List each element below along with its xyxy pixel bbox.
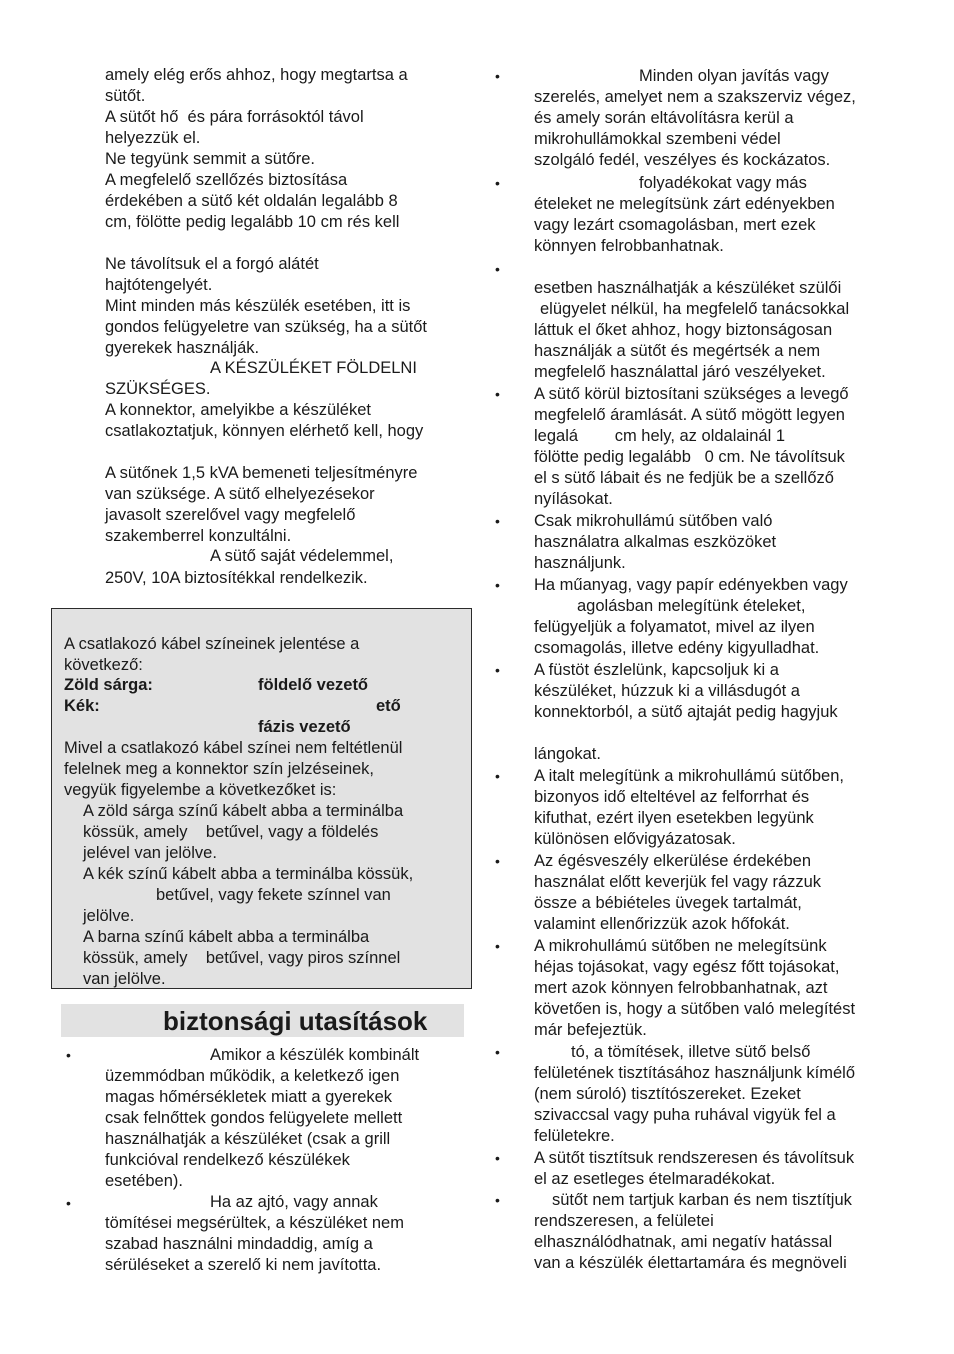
bullet-icon: • xyxy=(66,1195,71,1211)
text-line: amely elég erős ahhoz, hogy megtartsa a xyxy=(105,66,408,84)
text-line: A sütőt hő és pára forrásoktól távol xyxy=(105,108,364,126)
text-line: van jelölve. xyxy=(83,970,166,988)
text-line: vegyük figyelembe a következőket is: xyxy=(64,781,337,799)
text-line: fölötte pedig legalább 0 cm. Ne távolítsuk xyxy=(534,448,845,466)
text-line: nyílásokat. xyxy=(534,490,613,508)
text-line: használják a sütőt és megértsék a nem xyxy=(534,342,821,360)
text-line: szabad használni mindaddig, amíg a xyxy=(105,1235,373,1253)
text-line: A sütő saját védelemmel, xyxy=(210,547,394,565)
green-wire-value: földelő vezető xyxy=(258,676,369,694)
text-line: A KÉSZÜLÉKET FÖLDELNI xyxy=(210,359,417,377)
bullet-icon: • xyxy=(495,1044,500,1060)
text-line: funkcióval rendelkező készülékek xyxy=(105,1151,350,1169)
text-line: már befejeztük. xyxy=(534,1021,647,1039)
text-line: A megfelelő szellőzés biztosítása xyxy=(105,171,348,189)
text-line: könnyen felrobbanhatnak. xyxy=(534,237,724,255)
text-line: Minden olyan javítás vagy xyxy=(639,67,829,85)
text-line: Ha az ajtó, vagy annak xyxy=(210,1193,378,1211)
text-line: héjas tojásokat, vagy egész főtt tojásokat, xyxy=(534,958,840,976)
text-line: A csatlakozó kábel színeinek jelentése a xyxy=(64,635,360,653)
bullet-icon: • xyxy=(495,662,500,678)
text-line: van a készülék élettartamára és megnöveli xyxy=(534,1254,847,1272)
text-line: tömítései megsérültek, a készüléket nem xyxy=(105,1214,404,1232)
text-line: Mivel a csatlakozó kábel színei nem feltétlenül xyxy=(64,739,403,757)
text-line: agolásban melegítünk ételeket, xyxy=(577,597,806,615)
text-line: A barna színű kábelt abba a terminálba xyxy=(83,928,370,946)
text-line: gondos felügyeletre van szükség, ha a sütőt xyxy=(105,318,427,336)
text-line: helyezzük el. xyxy=(105,129,201,147)
text-line: kössük, amely betűvel, vagy piros színnel xyxy=(83,949,401,967)
text-line: készüléket, húzzuk ki a villásdugót a xyxy=(534,682,800,700)
text-line: követően is, hogy a sütőben való melegítést xyxy=(534,1000,856,1018)
text-line: Ne tegyünk semmit a sütőre. xyxy=(105,150,316,168)
text-line: gyerekek használják. xyxy=(105,339,260,357)
text-line: felületének tisztításához használjunk kímélő xyxy=(534,1064,856,1082)
text-line: megfelelő áramlását. A sütő mögött legyen xyxy=(534,406,845,424)
text-line: felügyeljük a folyamatot, mivel az ilyen xyxy=(534,618,815,636)
bullet-icon: • xyxy=(495,1192,500,1208)
bullet-icon: • xyxy=(495,853,500,869)
text-line: használhatják a készüléket (csak a grill xyxy=(105,1130,391,1148)
text-line: használatra alkalmas eszközöket xyxy=(534,533,777,551)
text-line: sütőt nem tartjuk karban és nem tisztítjuk xyxy=(552,1191,852,1209)
text-line: betűvel, vagy fekete színnel van xyxy=(156,886,391,904)
text-line: hajtótengelyét. xyxy=(105,276,213,294)
text-line: Az égésveszély elkerülése érdekében xyxy=(534,852,811,870)
text-line: esetben használhatják a készüléket szülői xyxy=(534,279,842,297)
bullet-icon: • xyxy=(495,577,500,593)
text-line: elügyelet nélkül, ha megfelelő tanácsokkal xyxy=(540,300,850,318)
bullet-icon: • xyxy=(495,938,500,954)
text-line: A kék színű kábelt abba a terminálba kössük, xyxy=(83,865,414,883)
text-line: használjunk. xyxy=(534,554,626,572)
text-line: jelével van jelölve. xyxy=(83,844,217,862)
bullet-icon: • xyxy=(495,513,500,529)
text-line: csak felnőttek gondos felügyelete mellett xyxy=(105,1109,403,1127)
text-line: lángokat. xyxy=(534,745,601,763)
text-line: szivaccsal vagy puha ruhával vigyük fel a xyxy=(534,1106,836,1124)
text-line: el s sütő lábait és ne fedjük be a szellőző xyxy=(534,469,834,487)
text-line: kifuthat, ezért ilyen esetekben legyünk xyxy=(534,809,814,827)
text-line: szerelés, amelyet nem a szakszerviz végez, xyxy=(534,88,856,106)
text-line: megfelelő használattal járó veszélyeket. xyxy=(534,363,826,381)
text-line: csomagolás, illetve edény kigyulladhat. xyxy=(534,639,820,657)
text-line: jelölve. xyxy=(83,907,135,925)
text-line: magas hőmérsékletek miatt a gyerekek xyxy=(105,1088,393,1106)
text-line: össze a bébiételes üvegek tartalmát, xyxy=(534,894,802,912)
text-line: A mikrohullámú sütőben ne melegítsünk xyxy=(534,937,827,955)
text-line: sérüléseket a szerelő ki nem javította. xyxy=(105,1256,382,1274)
text-line: szolgáló fedél, veszélyes és kockázatos. xyxy=(534,151,831,169)
text-line: szakemberrel konzultálni. xyxy=(105,527,292,545)
blue-wire-value: ető xyxy=(376,697,401,715)
text-line: Amikor a készülék kombinált xyxy=(210,1046,420,1064)
phase-wire-value: fázis vezető xyxy=(258,718,351,736)
text-line: vagy lezárt csomagolásban, mert ezek xyxy=(534,216,816,234)
text-line: csatlakoztatjuk, könnyen elérhető kell, hogy xyxy=(105,422,424,440)
text-line: és amely során eltávolításra kerül a xyxy=(534,109,794,127)
text-line: láttuk el őket ahhoz, hogy biztonságosan xyxy=(534,321,833,339)
text-line: A zöld sárga színű kábelt abba a terminálba xyxy=(83,802,404,820)
text-line: bizonyos idő elteltével az felforrhat és xyxy=(534,788,810,806)
text-line: különösen elővigyázatosak. xyxy=(534,830,736,848)
bullet-icon: • xyxy=(495,68,500,84)
text-line: javasolt szerelővel vagy megfelelő xyxy=(105,506,356,524)
text-line: sütőt. xyxy=(105,87,146,105)
text-line: A konnektor, amelyikbe a készüléket xyxy=(105,401,371,419)
text-line: konnektorból, a sütő ajtaját pedig hagyjuk xyxy=(534,703,838,721)
bullet-icon: • xyxy=(495,768,500,784)
bullet-icon: • xyxy=(495,1150,500,1166)
text-line: Mint minden más készülék esetében, itt is xyxy=(105,297,411,315)
text-line: A füstöt észlelünk, kapcsoljuk ki a xyxy=(534,661,779,679)
text-line: tó, a tömítések, illetve sütő belső xyxy=(571,1043,811,1061)
text-line: használat előtt keverjük fel vagy rázzuk xyxy=(534,873,822,891)
blue-wire-label: Kék: xyxy=(64,697,100,715)
bullet-icon: • xyxy=(495,175,500,191)
text-line: kössük, amely betűvel, vagy a földelés xyxy=(83,823,379,841)
text-line: felelnek meg a konnektor szín jelzéseinek, xyxy=(64,760,375,778)
text-line: (nem súroló) tisztítószereket. Ezeket xyxy=(534,1085,801,1103)
bullet-icon: • xyxy=(66,1047,71,1063)
bullet-icon: • xyxy=(495,261,500,277)
text-line: A italt melegítünk a mikrohullámú sütőben, xyxy=(534,767,844,785)
section-heading: biztonsági utasítások xyxy=(163,1006,428,1036)
text-line: ételeket ne melegítsünk zárt edényekben xyxy=(534,195,835,213)
text-line: Csak mikrohullámú sütőben való xyxy=(534,512,773,530)
text-line: felületekre. xyxy=(534,1127,615,1145)
text-line: rendszeresen, a felületei xyxy=(534,1212,714,1230)
text-line: elhasználódhatnak, ami negatív hatással xyxy=(534,1233,833,1251)
text-line: következő: xyxy=(64,656,143,674)
text-line: esetében). xyxy=(105,1172,183,1190)
text-line: A sütőnek 1,5 kVA bemeneti teljesítményre xyxy=(105,464,418,482)
text-line: üzemmódban működik, a keletkező igen xyxy=(105,1067,400,1085)
text-line: A sütőt tisztítsuk rendszeresen és távolítsuk xyxy=(534,1149,855,1167)
text-line: SZÜKSÉGES. xyxy=(105,380,211,398)
text-line: cm, fölötte pedig legalább 10 cm rés kell xyxy=(105,213,400,231)
text-line: legalá cm hely, az oldalainál 1 xyxy=(534,427,785,445)
green-wire-label: Zöld sárga: xyxy=(64,676,153,694)
text-line: el az esetleges ételmaradékokat. xyxy=(534,1170,776,1188)
text-line: érdekében a sütő két oldalán legalább 8 xyxy=(105,192,398,210)
text-line: folyadékokat vagy más xyxy=(639,174,807,192)
text-line: mert azok könnyen felrobbanhatnak, azt xyxy=(534,979,828,997)
text-line: van szüksége. A sütő elhelyezésekor xyxy=(105,485,375,503)
text-line: Ha műanyag, vagy papír edényekben vagy xyxy=(534,576,848,594)
text-line: valamint ellenőrizzük azok hőfokát. xyxy=(534,915,790,933)
bullet-icon: • xyxy=(495,386,500,402)
text-line: A sütő körül biztosítani szükséges a levegő xyxy=(534,385,849,403)
text-line: 250V, 10A biztosítékkal rendelkezik. xyxy=(105,569,368,587)
text-line: mikrohullámokkal szembeni védel xyxy=(534,130,781,148)
text-line: Ne távolítsuk el a forgó alátét xyxy=(105,255,319,273)
